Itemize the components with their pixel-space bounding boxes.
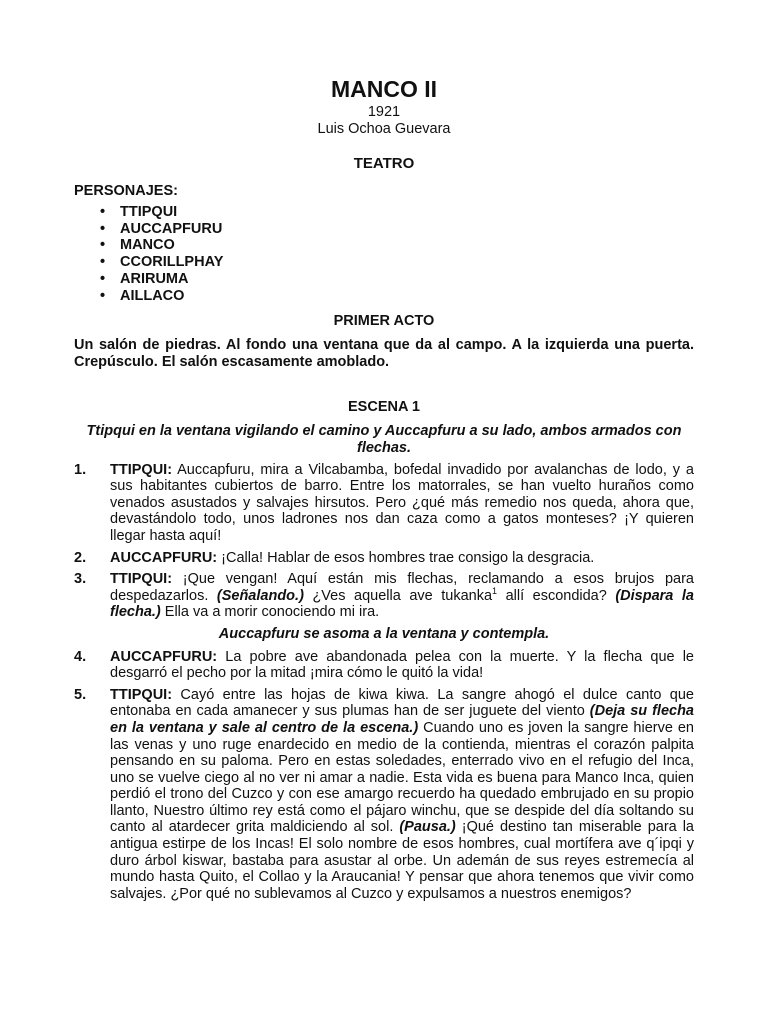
line-text: Cuando uno es joven la sangre hierve en las venas y uno ruge enardecido en medio de la contienda, mientras el corazón palpita pensando en su paloma. Pero en estas soledades, enterrado vivo en el refugio del Inca, uno se vuelve ciego al no ver ni amar a nadie. Esta vida es buena para Manco Inca, quien perdió el trono del Cuzco y con ese amargo recuerdo ha quedado embrujado en su propio llanto, Nuestro último rey está como el pájaro winchu, que se despide del día soltando su canto al atardecer grita maldiciendo al sol. [110, 719, 694, 836]
stage-direction: (Pausa.) [399, 819, 456, 836]
cast-item-auccapfuru: • AUCCAPFURU [100, 221, 694, 238]
line-number: 5. [74, 686, 87, 703]
genre-heading: TEATRO [353, 155, 415, 172]
speaker-name: TTIPQUI: [110, 571, 173, 588]
line-text: allí escondida? [497, 587, 616, 604]
line-text: ¿Ves aquella ave tukanka [303, 587, 493, 604]
stage-direction: (Deja su flecha en la ventana y sale al centro de la escena.) [110, 703, 694, 736]
line-number: 1. [74, 461, 87, 478]
scene-title: ESCENA 1 [348, 399, 420, 416]
scene-stage-direction: Ttipqui en la ventana vigilando el camino y Auccapfuru a su lado, ambos armados con flechas. [86, 423, 682, 456]
speaker-name: AUCCAPFURU: [110, 648, 218, 665]
line-text: Ella va a morir conociendo mi ira. [160, 604, 380, 621]
line-text: ¡Qué destino tan miserable para la antigua estirpe de los Incas! El solo nombre de esos hombres, cual mortífera ave q´ipqi y duro árbol kiswar, bastaba para asustar al orbe. Un ademán de sus reyes estremecía al mundo hasta Quito, el Collao y la Araucania! Y pensar que ahora tenemos que vivir como salvajes. ¿Por qué no sublevamos al Cuzco y expulsamos a nuestros enemigos? [110, 819, 694, 902]
speaker-name: AUCCAPFURU: [110, 549, 218, 566]
act-title: PRIMER ACTO [333, 313, 435, 330]
document-page [74, 74, 694, 907]
dialogue-line [74, 649, 694, 682]
dialogue-line [74, 462, 694, 545]
cast-list [74, 204, 694, 304]
line-text: ¡Calla! Hablar de esos hombres trae consigo la desgracia. [217, 549, 595, 566]
stage-interlude: Auccapfuru se asoma a la ventana y contempla. [218, 625, 550, 642]
stage-direction: (Dispara la flecha.) [110, 587, 694, 621]
line-text: Auccapfuru, mira a Vilcabamba, bofedal invadido por avalanchas de lodo, y a sus habitantes cubiertos de barro. Entre los matorrales, se han vuelto huraños como venados asustados y salvajes hirsutos. Pero ¿qué más remedio nos queda, ahora que, devastándolo todo, unos ladrones nos dan caza como a gatos monteses? ¡Y quieren llegar hasta aquí! [110, 461, 694, 544]
footnote-marker: 1 [492, 585, 498, 596]
cast-item-ccorillphay: • CCORILLPHAY [100, 254, 694, 271]
play-title: MANCO II [330, 76, 438, 102]
cast-item-ttipqui: • TTIPQUI [100, 204, 694, 221]
line-text: ¡Que vengan! Aquí están mis flechas, reclamando a esos brujos para despedazarlos. [110, 571, 694, 604]
line-number: 4. [74, 648, 87, 665]
cast-label: PERSONAJES: [74, 183, 178, 199]
cast-item-aillaco: • AILLACO [100, 288, 694, 305]
act-setting: Un salón de piedras. Al fondo una ventana que da al campo. A la izquierda una puerta. Crepúsculo. El salón escasamente amoblado. [74, 337, 694, 370]
cast-item-ariruma: • ARIRUMA [100, 271, 694, 288]
line-text: La pobre ave abandonada pelea con la muerte. Y la flecha que le desgarró el pecho por la mitad ¡mira cómo le quitó la vida! [110, 648, 694, 682]
play-author: Luis Ochoa Guevara [317, 121, 451, 137]
line-number: 3. [74, 571, 87, 588]
dialogue-line [74, 571, 694, 621]
dialogue-line [74, 687, 694, 903]
cast-item-manco: • MANCO [100, 237, 694, 254]
speaker-name: TTIPQUI: [110, 461, 173, 478]
stage-direction: (Señalando.) [216, 587, 304, 604]
line-text: Cayó entre las hojas de kiwa kiwa. La sangre ahogó el dulce canto que entonaba en cada amanecer y sus plumas han de ser juguete del viento [110, 686, 694, 720]
play-year: 1921 [367, 104, 401, 120]
line-number: 2. [74, 549, 87, 566]
speaker-name: TTIPQUI: [110, 686, 173, 703]
dialogue-list [74, 649, 694, 903]
dialogue-line [74, 550, 694, 567]
dialogue-list [74, 462, 694, 621]
